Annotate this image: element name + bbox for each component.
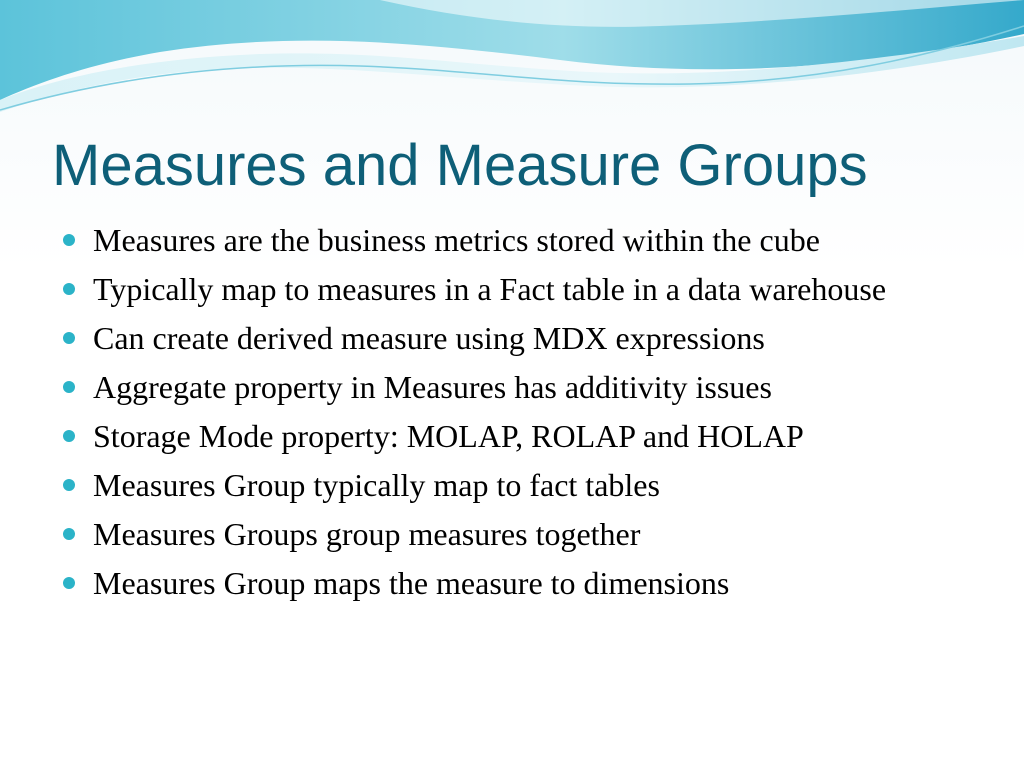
bullet-dot-icon [63,234,75,246]
bullet-dot-icon [63,577,75,589]
bullet-list [62,220,942,612]
bullet-text: Storage Mode property: MOLAP, ROLAP and HOLAP [93,418,804,454]
bullet-item [62,269,942,309]
bullet-item [62,220,942,260]
bullet-dot-icon [63,332,75,344]
bullet-item [62,514,942,554]
bullet-text: Typically map to measures in a Fact table in a data warehouse [93,271,887,307]
bullet-item [62,367,942,407]
bullet-item [62,465,942,505]
bullet-dot-icon [63,381,75,393]
header-wave-decoration [0,0,1024,120]
bullet-dot-icon [63,479,75,491]
bullet-text: Can create derived measure using MDX expressions [93,320,765,356]
bullet-text: Measures Group typically map to fact tables [93,467,660,503]
bullet-dot-icon [63,283,75,295]
bullet-item [62,416,942,456]
bullet-text: Measures Group maps the measure to dimensions [93,565,730,601]
bullet-text: Measures are the business metrics stored within the cube [93,222,820,258]
bullet-text: Measures Groups group measures together [93,516,641,552]
slide-title: Measures and Measure Groups [52,133,868,198]
bullet-item [62,318,942,358]
bullet-text: Aggregate property in Measures has additivity issues [93,369,772,405]
bullet-dot-icon [63,430,75,442]
bullet-item [62,563,942,603]
bullet-dot-icon [63,528,75,540]
